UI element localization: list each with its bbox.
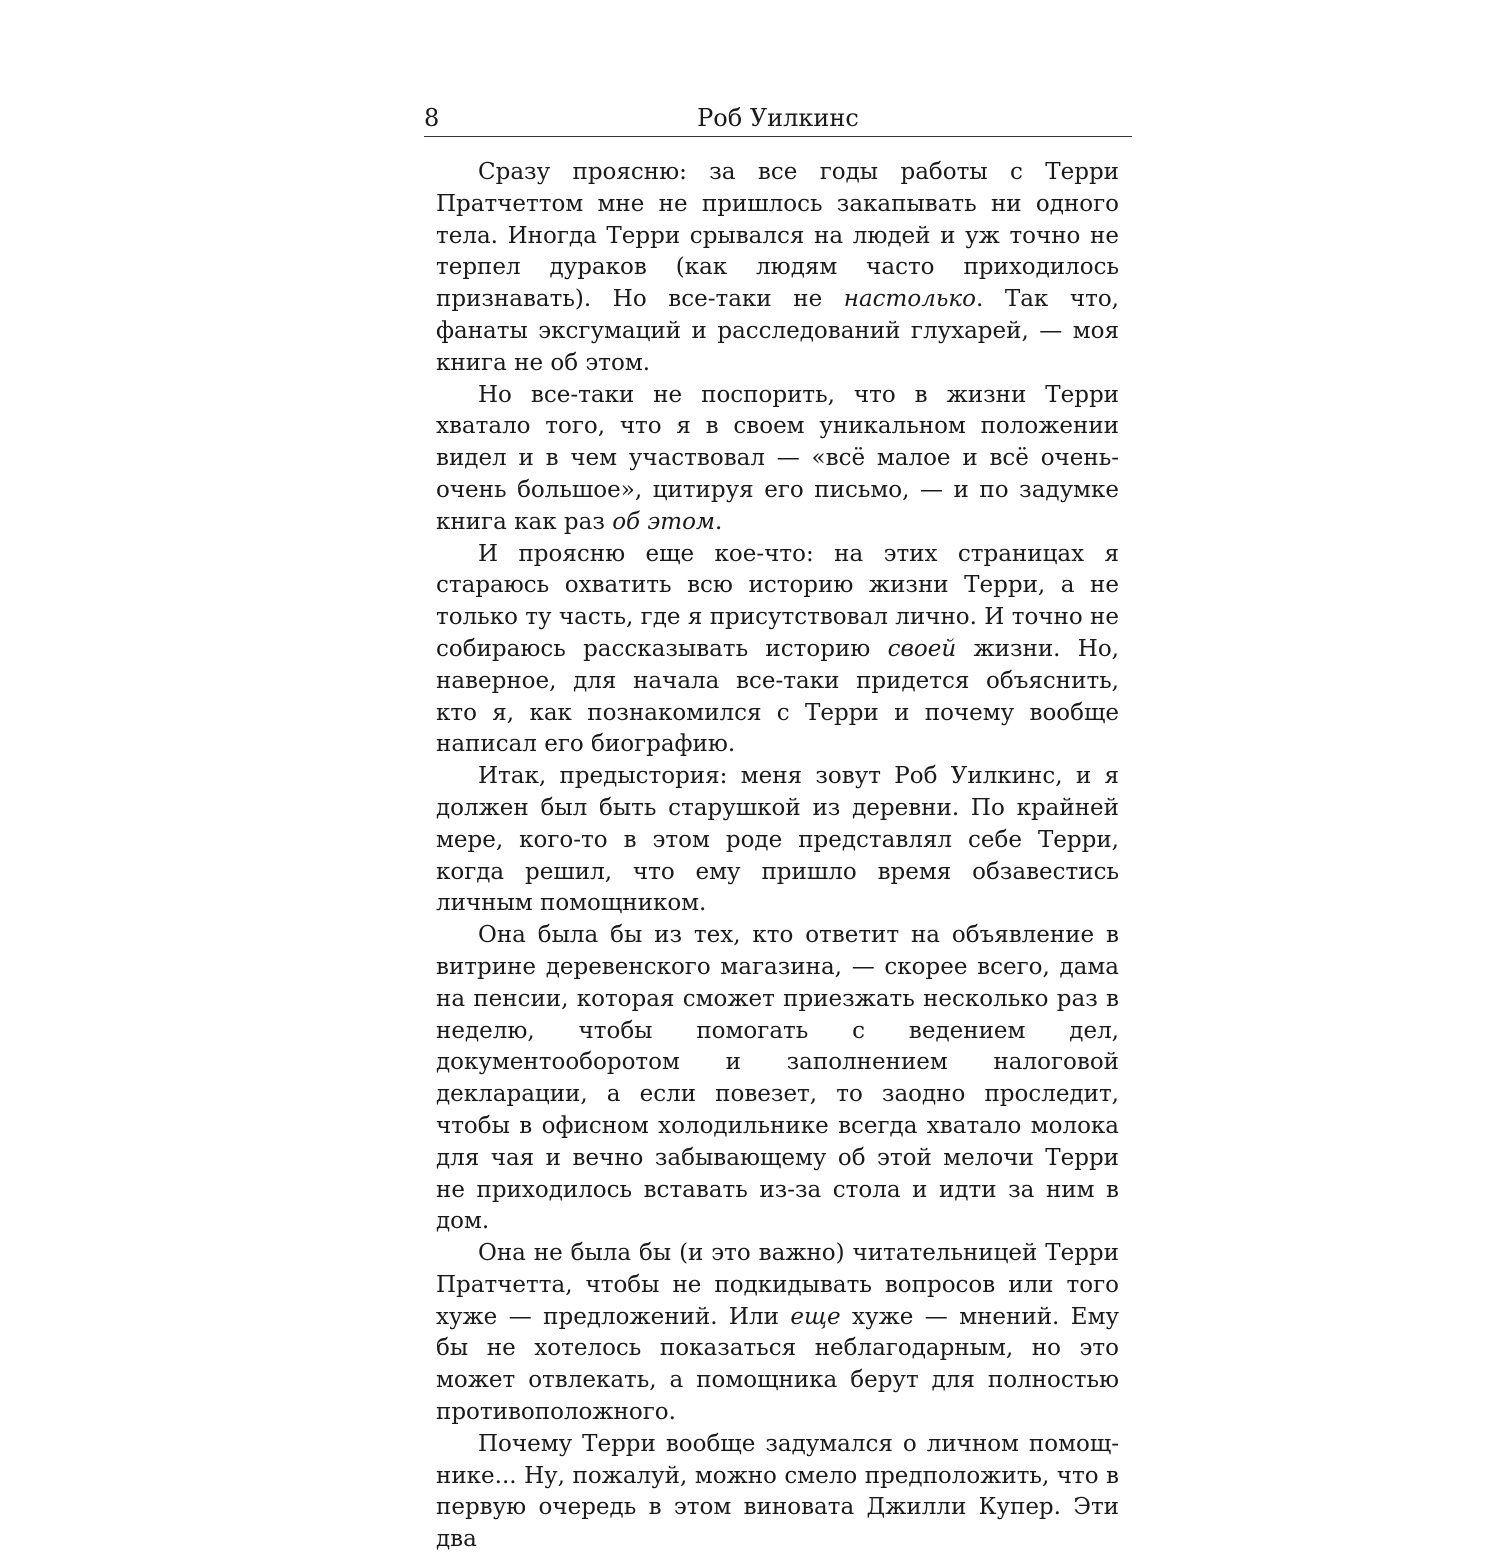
header-rule (424, 136, 1132, 137)
text-run: Почему Терри вообще задумался о личном помощнике... Ну, пожалуй, можно смело предположить, что в первую очередь в этом виновата Джилли Купер. Эти два (436, 1430, 1119, 1553)
italic-run: об этом (612, 508, 715, 535)
text-run: . Так что, фанаты эксгумаций и расследований глухарей, — моя книга не об этом. (436, 286, 1119, 376)
text-run: Итак, предыстория: меня зовут Роб Уилкинс, и я должен был быть старушкой из деревни. По крайней мере, кого-то в этом роде представлял себе Терри, когда решил, что ему пришло время обзавестись личным помощником. (436, 763, 1119, 917)
body-text (436, 157, 1119, 1556)
text-run: хуже — мнений. Ему бы не хотелось показаться неблагодарным, но это может отвлекать, а помощника берут для полностью противоположного. (436, 1303, 1119, 1426)
paragraph-3 (436, 539, 1119, 762)
paragraph-7 (436, 1429, 1119, 1556)
paragraph-5 (436, 920, 1119, 1238)
text-run: . (715, 508, 723, 535)
page-number: 8 (424, 104, 440, 132)
text-run: Но все-таки не поспорить, что в жизни Терри хватало того, что я в своем уникальном положении видел и в чем участвовал — «всё малое и всё очень-очень большое», цитируя его письмо, — и по задумке книга как раз (436, 381, 1119, 535)
paragraph-4 (436, 761, 1119, 920)
running-head (424, 96, 1132, 136)
italic-run: своей (887, 635, 957, 662)
paragraph-6 (436, 1238, 1119, 1429)
italic-run: еще (790, 1303, 841, 1330)
text-run: Она не была бы (и это важно) читательницей Терри Пратчетта, чтобы не подкидывать вопросов или того хуже — предложений. Или (436, 1240, 1119, 1330)
paragraph-2 (436, 380, 1119, 539)
text-run: Она была бы из тех, кто ответит на объявление в витрине деревенского магазина, — скорее всего, дама на пенсии, которая сможет приезжать несколько раз в неделю, чтобы помогать с ведением дел, документооборотом и заполнением налоговой декларации, а если повезет, то заодно проследит, чтобы в офисном холодильнике всегда хватало молока для чая и вечно забывающему об этой мелочи Терри не приходилось вставать из-за стола и идти за ним в дом. (436, 922, 1119, 1235)
italic-run: настолько (843, 286, 976, 313)
text-run: жизни. Но, наверное, для начала все-таки придется объяснить, кто я, как познакомился с Терри и почему вообще написал его биографию. (436, 635, 1119, 758)
text-run: Сразу проясню: за все годы работы с Терри Пратчеттом мне не пришлось закапывать ни одного тела. Иногда Терри срывался на людей и уж точно не терпел дураков (как людям часто приходилось признавать). Но все-таки не (436, 159, 1119, 313)
text-run: И проясню еще кое-что: на этих страницах я стараюсь охватить всю историю жизни Терри, а не только ту часть, где я присутствовал лично. И точно не собираюсь рассказывать историю (436, 540, 1119, 662)
running-title: Роб Уилкинс (697, 104, 859, 132)
paragraph-1 (436, 157, 1119, 380)
